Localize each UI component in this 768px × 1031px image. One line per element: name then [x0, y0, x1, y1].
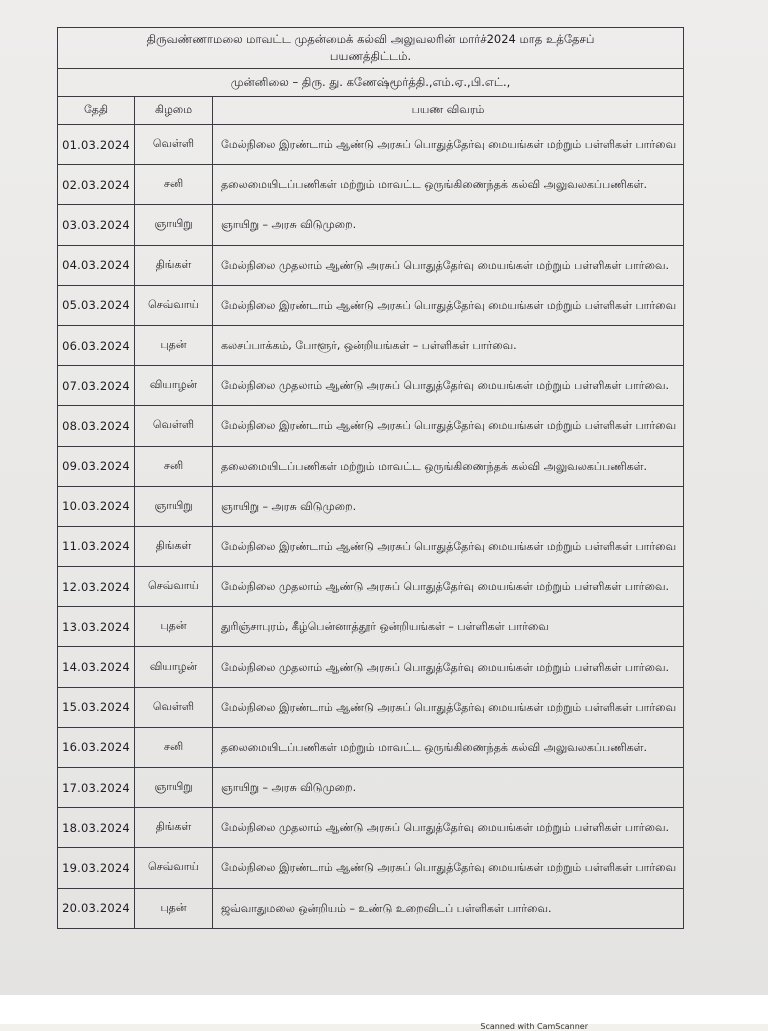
table-row [58, 808, 684, 848]
table-row [58, 607, 684, 647]
table-row [58, 687, 684, 727]
table-row [58, 205, 684, 245]
table-row [58, 245, 684, 285]
column-header-date: தேதி [58, 97, 135, 125]
scanner-watermark: Scanned with CamScanner [480, 1022, 588, 1031]
day-cell: வெள்ளி [135, 125, 213, 165]
details-cell: மேல்நிலை முதலாம் ஆண்டு அரசுப் பொதுத்தேர்வு மையங்கள் மற்றும் பள்ளிகள் பார்வை. [213, 366, 684, 406]
table-row [58, 727, 684, 767]
date-cell: 20.03.2024 [58, 888, 135, 928]
day-cell: புதன் [135, 325, 213, 365]
column-header-day: கிழமை [135, 97, 213, 125]
table-row [58, 125, 684, 165]
table-row [58, 406, 684, 446]
date-cell: 09.03.2024 [58, 446, 135, 486]
presence-line: முன்னிலை – திரு. து. கணேஷ்மூர்த்தி.,எம்.ஏ.,பி.எட்., [58, 69, 684, 97]
table-row [58, 647, 684, 687]
table-row [58, 888, 684, 928]
details-cell: மேல்நிலை இரண்டாம் ஆண்டு அரசுப் பொதுத்தேர்வு மையங்கள் மற்றும் பள்ளிகள் பார்வை [213, 526, 684, 566]
details-cell: ஜவ்வாதுமலை ஒன்றியம் – உண்டு உறைவிடப் பள்ளிகள் பார்வை. [213, 888, 684, 928]
date-cell: 16.03.2024 [58, 727, 135, 767]
date-cell: 19.03.2024 [58, 848, 135, 888]
day-cell: வெள்ளி [135, 687, 213, 727]
day-cell: வியாழன் [135, 647, 213, 687]
table-row [58, 285, 684, 325]
date-cell: 15.03.2024 [58, 687, 135, 727]
details-cell: மேல்நிலை இரண்டாம் ஆண்டு அரசுப் பொதுத்தேர்வு மையங்கள் மற்றும் பள்ளிகள் பார்வை [213, 285, 684, 325]
date-cell: 14.03.2024 [58, 647, 135, 687]
day-cell: திங்கள் [135, 526, 213, 566]
document-title: திருவண்ணாமலை மாவட்ட முதன்மைக் கல்வி அலுவலரின் மார்ச்2024 மாத உத்தேசப் பயணத்திட்டம். [58, 28, 684, 69]
table-row [58, 567, 684, 607]
details-cell: தலைமையிடப்பணிகள் மற்றும் மாவட்ட ஒருங்கிணைந்தக் கல்வி அலுவலகப்பணிகள். [213, 446, 684, 486]
day-cell: சனி [135, 165, 213, 205]
date-cell: 01.03.2024 [58, 125, 135, 165]
date-cell: 03.03.2024 [58, 205, 135, 245]
day-cell: ஞாயிறு [135, 768, 213, 808]
table-row [58, 848, 684, 888]
day-cell: திங்கள் [135, 808, 213, 848]
schedule-table [57, 27, 684, 929]
details-cell: தலைமையிடப்பணிகள் மற்றும் மாவட்ட ஒருங்கிணைந்தக் கல்வி அலுவலகப்பணிகள். [213, 727, 684, 767]
day-cell: வியாழன் [135, 366, 213, 406]
day-cell: ஞாயிறு [135, 486, 213, 526]
day-cell: செவ்வாய் [135, 285, 213, 325]
details-cell: ஞாயிறு – அரசு விடுமுறை. [213, 486, 684, 526]
date-cell: 13.03.2024 [58, 607, 135, 647]
footer-band [0, 995, 768, 1024]
day-cell: செவ்வாய் [135, 848, 213, 888]
header-row [58, 97, 684, 125]
details-cell: மேல்நிலை இரண்டாம் ஆண்டு அரசுப் பொதுத்தேர்வு மையங்கள் மற்றும் பள்ளிகள் பார்வை [213, 687, 684, 727]
details-cell: மேல்நிலை முதலாம் ஆண்டு அரசுப் பொதுத்தேர்வு மையங்கள் மற்றும் பள்ளிகள் பார்வை. [213, 567, 684, 607]
day-cell: சனி [135, 727, 213, 767]
table-row [58, 446, 684, 486]
date-cell: 18.03.2024 [58, 808, 135, 848]
table-row [58, 325, 684, 365]
table-row [58, 165, 684, 205]
table-row [58, 526, 684, 566]
date-cell: 05.03.2024 [58, 285, 135, 325]
day-cell: ஞாயிறு [135, 205, 213, 245]
day-cell: புதன் [135, 607, 213, 647]
details-cell: தலைமையிடப்பணிகள் மற்றும் மாவட்ட ஒருங்கிணைந்தக் கல்வி அலுவலகப்பணிகள். [213, 165, 684, 205]
table-row [58, 768, 684, 808]
table-row [58, 366, 684, 406]
date-cell: 10.03.2024 [58, 486, 135, 526]
day-cell: திங்கள் [135, 245, 213, 285]
date-cell: 17.03.2024 [58, 768, 135, 808]
date-cell: 11.03.2024 [58, 526, 135, 566]
day-cell: செவ்வாய் [135, 567, 213, 607]
details-cell: மேல்நிலை இரண்டாம் ஆண்டு அரசுப் பொதுத்தேர்வு மையங்கள் மற்றும் பள்ளிகள் பார்வை [213, 406, 684, 446]
date-cell: 04.03.2024 [58, 245, 135, 285]
date-cell: 02.03.2024 [58, 165, 135, 205]
details-cell: ஞாயிறு – அரசு விடுமுறை. [213, 768, 684, 808]
table-row [58, 486, 684, 526]
details-cell: மேல்நிலை முதலாம் ஆண்டு அரசுப் பொதுத்தேர்வு மையங்கள் மற்றும் பள்ளிகள் பார்வை. [213, 245, 684, 285]
details-cell: கலசப்பாக்கம், போளூர், ஒன்றியங்கள் – பள்ளிகள் பார்வை. [213, 325, 684, 365]
day-cell: புதன் [135, 888, 213, 928]
details-cell: ஞாயிறு – அரசு விடுமுறை. [213, 205, 684, 245]
day-cell: சனி [135, 446, 213, 486]
day-cell: வெள்ளி [135, 406, 213, 446]
details-cell: மேல்நிலை இரண்டாம் ஆண்டு அரசுப் பொதுத்தேர்வு மையங்கள் மற்றும் பள்ளிகள் பார்வை [213, 125, 684, 165]
details-cell: மேல்நிலை இரண்டாம் ஆண்டு அரசுப் பொதுத்தேர்வு மையங்கள் மற்றும் பள்ளிகள் பார்வை [213, 848, 684, 888]
details-cell: மேல்நிலை முதலாம் ஆண்டு அரசுப் பொதுத்தேர்வு மையங்கள் மற்றும் பள்ளிகள் பார்வை. [213, 808, 684, 848]
details-cell: துரிஞ்சாபுரம், கீழ்பென்னாத்தூர் ஒன்றியங்கள் – பள்ளிகள் பார்வை [213, 607, 684, 647]
column-header-details: பயண விவரம் [213, 97, 684, 125]
date-cell: 07.03.2024 [58, 366, 135, 406]
details-cell: மேல்நிலை முதலாம் ஆண்டு அரசுப் பொதுத்தேர்வு மையங்கள் மற்றும் பள்ளிகள் பார்வை. [213, 647, 684, 687]
date-cell: 12.03.2024 [58, 567, 135, 607]
date-cell: 06.03.2024 [58, 325, 135, 365]
date-cell: 08.03.2024 [58, 406, 135, 446]
